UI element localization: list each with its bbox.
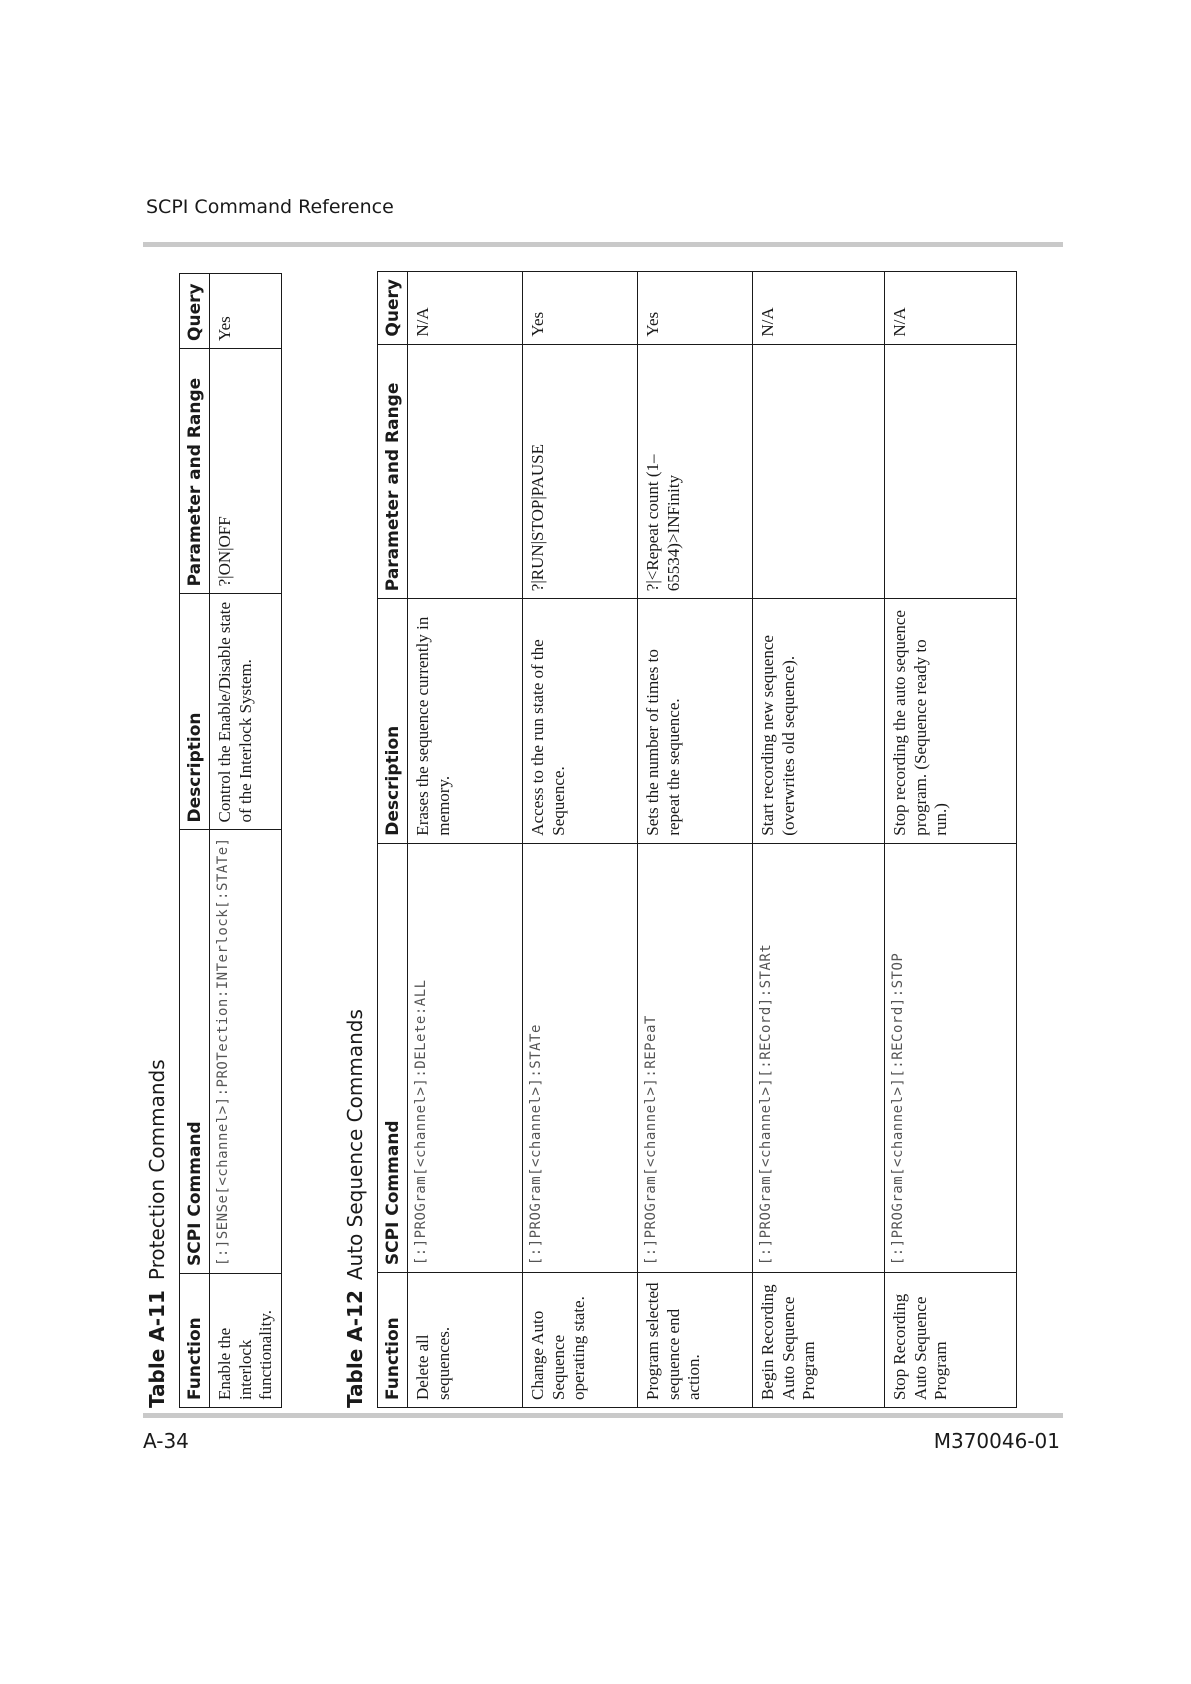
page-number: A-34: [143, 1429, 189, 1453]
cell-parameter: ?|ON|OFF: [210, 348, 281, 593]
cell-description: Erases the sequence currently in memory.: [408, 599, 523, 844]
cell-parameter: [753, 344, 885, 599]
table-a11-title: Protection Commands: [145, 1059, 169, 1281]
table-row: [638, 272, 753, 1408]
cell-function: Begin Recording Auto Sequence Program: [753, 1273, 885, 1408]
table-row: [408, 272, 523, 1408]
cell-parameter: ?|RUN|STOP|PAUSE: [523, 344, 638, 599]
col-description: Description: [180, 594, 210, 830]
table-a11: [179, 273, 282, 1408]
running-header: SCPI Command Reference: [146, 196, 394, 218]
table-a12-caption: [343, 1009, 367, 1408]
cell-query: Yes: [638, 272, 753, 345]
table-row: [885, 272, 1017, 1408]
col-function: Function: [378, 1273, 408, 1408]
col-description: Description: [378, 599, 408, 844]
col-parameter-range: Parameter and Range: [378, 344, 408, 599]
col-scpi-command: SCPI Command: [180, 830, 210, 1274]
cell-query: N/A: [408, 272, 523, 345]
table-a11-caption: [145, 1059, 169, 1408]
cell-query: Yes: [210, 274, 281, 349]
cell-description: Access to the run state of the Sequence.: [523, 599, 638, 844]
col-parameter-range: Parameter and Range: [180, 348, 210, 593]
cell-parameter: [408, 344, 523, 599]
col-function: Function: [180, 1274, 210, 1408]
table-row: [210, 274, 281, 1408]
header-rule: [143, 242, 1063, 247]
cell-query: N/A: [753, 272, 885, 345]
cell-command: [:]PROGram[<channel>]:DELete:ALL: [408, 843, 523, 1272]
table-a12-label: Table A-12: [343, 1290, 367, 1408]
cell-command: [:]PROGram[<channel>]:REPeaT: [638, 843, 753, 1272]
cell-command: [:]PROGram[<channel>][:RECord]:STARt: [753, 843, 885, 1272]
col-scpi-command: SCPI Command: [378, 843, 408, 1272]
cell-query: Yes: [523, 272, 638, 345]
table-a11-label: Table A-11: [145, 1290, 169, 1408]
document-number: M370046-01: [933, 1429, 1060, 1453]
cell-command: [:]PROGram[<channel>]:STATe: [523, 843, 638, 1272]
cell-parameter: ?|<Repeat count (1–65534)>INFinity: [638, 344, 753, 599]
cell-function: Delete all sequences.: [408, 1273, 523, 1408]
cell-parameter: [885, 344, 1017, 599]
cell-query: N/A: [885, 272, 1017, 345]
col-query: Query: [378, 272, 408, 345]
cell-description: Start recording new sequence (overwrites old sequence).: [753, 599, 885, 844]
footer-rule: [143, 1413, 1063, 1418]
cell-function: Stop Recording Auto Sequence Program: [885, 1273, 1017, 1408]
cell-description: Sets the number of times to repeat the sequence.: [638, 599, 753, 844]
table-a12-title: Auto Sequence Commands: [343, 1009, 367, 1281]
table-a12: [377, 271, 1017, 1408]
table-row: [523, 272, 638, 1408]
cell-function: Enable the interlock functionality.: [210, 1274, 281, 1408]
table-a11-header-row: [180, 274, 210, 1408]
cell-function: Program selected sequence end action.: [638, 1273, 753, 1408]
cell-command: [:]PROGram[<channel>][:RECord]:STOP: [885, 843, 1017, 1272]
table-row: [753, 272, 885, 1408]
rotated-content: [145, 268, 995, 1408]
table-a12-header-row: [378, 272, 408, 1408]
cell-function: Change Auto Sequence operating state.: [523, 1273, 638, 1408]
cell-description: Stop recording the auto sequence program. (Sequence ready to run.): [885, 599, 1017, 844]
cell-description: Control the Enable/Disable state of the Interlock System.: [210, 594, 281, 830]
col-query: Query: [180, 274, 210, 349]
cell-command: [:]SENSe[<channel>]:PROTection:INTerlock[:STATe]: [210, 830, 281, 1274]
